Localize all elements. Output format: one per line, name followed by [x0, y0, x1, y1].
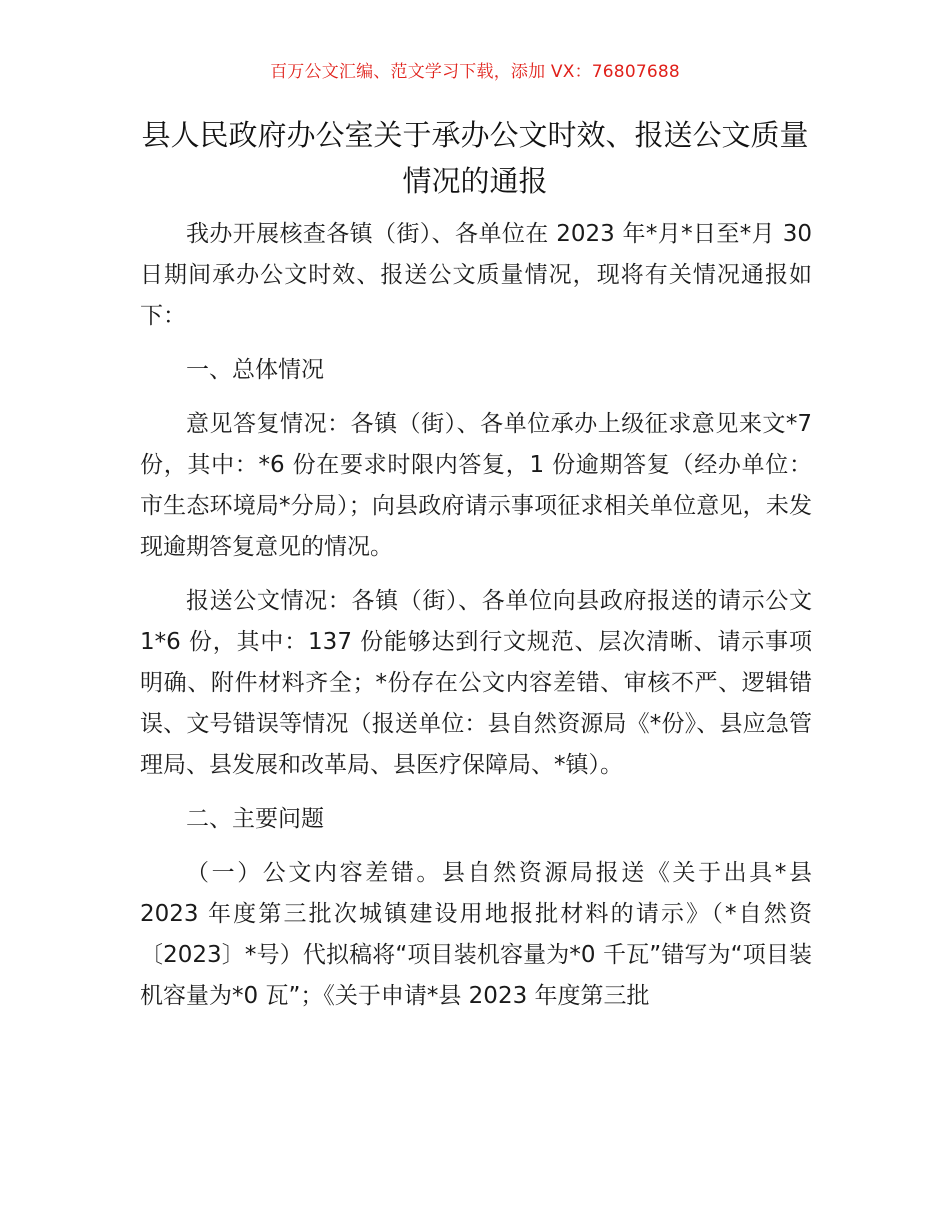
document-body [140, 214, 812, 1030]
section-heading-problems: 二、主要问题 [186, 806, 324, 832]
opinion-reply-paragraph: 意见答复情况：各镇（街）、各单位承办上级征求意见来文*7 份，其中：*6 份在要求时限内答复，1 份逾期答复（经办单位：市生态环境局*分局）；向县政府请示事项征求相关单位意见，未发现逾期答复意见的情况。 [140, 411, 812, 560]
intro-paragraph: 我办开展核查各镇（街）、各单位在 2023 年*月*日至*月 30 日期间承办公文时效、报送公文质量情况，现将有关情况通报如下： [140, 221, 812, 329]
document-submission-paragraph: 报送公文情况：各镇（街）、各单位向县政府报送的请示公文 1*6 份，其中：137 份能够达到行文规范、层次清晰、请示事项明确、附件材料齐全；*份存在公文内容差错、审核不严、逻辑错误、文号错误等情况（报送单位：县自然资源局《*份》、县应急管理局、县发展和改革局、县医疗保障局、*镇）。 [140, 588, 812, 778]
download-watermark-note: 百万公文汇编、范文学习下载，添加 VX：76807688 [270, 62, 680, 82]
content-error-paragraph: （一）公文内容差错。县自然资源局报送《关于出具*县 2023 年度第三批次城镇建设用地报批材料的请示》（*自然资〔2023〕*号）代拟稿将“项目装机容量为*0 千瓦”错写为“项目装机容量为*0 瓦”；《关于申请*县 2023 年度第三批 [140, 860, 812, 1009]
section-heading-overall: 一、总体情况 [186, 357, 324, 383]
document-title: 县人民政府办公室关于承办公文时效、报送公文质量情况的通报 [141, 118, 809, 198]
